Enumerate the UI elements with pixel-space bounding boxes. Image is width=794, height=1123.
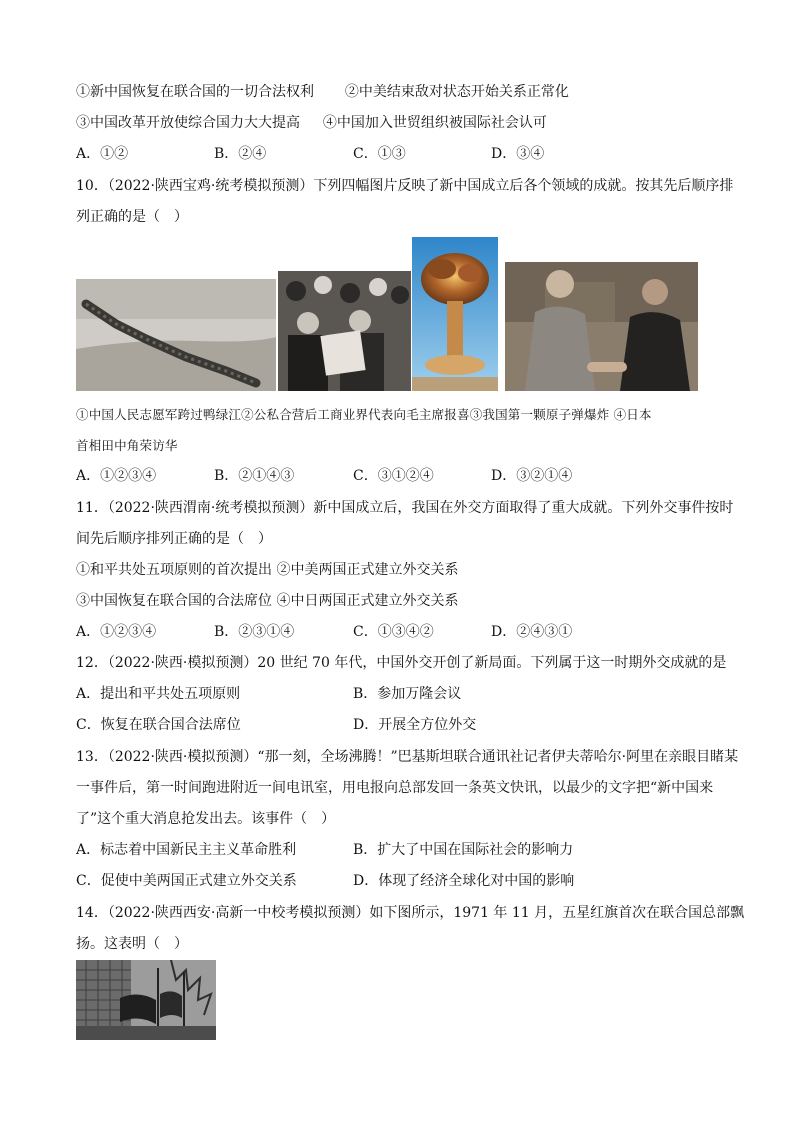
q9-option-d[interactable]: D．③④: [491, 146, 545, 162]
q10-caption-line2: 首相田中角荣访华: [76, 438, 178, 453]
q10-option-d[interactable]: D．③②①④: [491, 468, 573, 484]
q13-option-b[interactable]: B．扩大了中国在国际社会的影响力: [353, 842, 574, 858]
q11-option-b[interactable]: B．②③①④: [214, 624, 295, 640]
q9-statement-4: ④中国加入世贸组织被国际社会认可: [322, 115, 547, 131]
q9-option-b[interactable]: B．②④: [214, 146, 267, 162]
q12-option-d[interactable]: D．开展全方位外交: [353, 717, 477, 733]
q11-option-a[interactable]: A．①②③④: [76, 624, 157, 640]
q13-option-c[interactable]: C．促使中美两国正式建立外交关系: [76, 873, 297, 889]
q13-stem-line1: 13．（2022·陕西·模拟预测）“那一刻，全场沸腾！”巴基斯坦联合通讯社记者伊夫蒂哈尔·阿里在亲眼目睹某: [76, 749, 739, 765]
q12-option-b[interactable]: B．参加万隆会议: [353, 686, 462, 702]
q10-stem-line1: 10．（2022·陕西宝鸡·统考模拟预测）下列四幅图片反映了新中国成立后各个领域的成就。按其先后顺序排: [76, 178, 734, 194]
q12-stem-line1: 12．（2022·陕西·模拟预测）20 世纪 70 年代，中国外交开创了新局面。下列属于这一时期外交成就的是: [76, 655, 727, 671]
q9-option-c[interactable]: C．①③: [353, 146, 406, 162]
q9-statements-row2: [76, 113, 547, 133]
q11-option-d[interactable]: D．②④③①: [491, 624, 573, 640]
q10-option-c[interactable]: C．③①②④: [353, 468, 434, 484]
q9-statements-row1: [76, 82, 569, 102]
q10-caption-line1: ①中国人民志愿军跨过鸭绿江②公私合营后工商业界代表向毛主席报喜③我国第一颗原子弹爆炸 ④日本: [76, 407, 652, 422]
photo-tanaka-visit-handshake: [505, 262, 698, 391]
q13-stem-line2: 一事件后，第一时间跑进附近一间电讯室，用电报向总部发回一条英文快讯，以最少的文字把“新中国来: [76, 780, 714, 796]
q10-stem-line2: 列正确的是（ ）: [76, 209, 188, 225]
q9-statement-2: ②中美结束敌对状态开始关系正常化: [344, 84, 569, 100]
photo-business-representatives-reporting: [278, 271, 411, 391]
photo-first-atomic-bomb: [412, 237, 498, 391]
photo-volunteer-army-crossing-yalu: [76, 279, 276, 391]
q11-statements-row2: ③中国恢复在联合国的合法席位 ④中日两国正式建立外交关系: [76, 593, 459, 609]
q14-stem-line2: 扬。这表明（ ）: [76, 936, 188, 952]
q9-option-a[interactable]: A．①②: [76, 146, 129, 162]
q14-stem-line1: 14．（2022·陕西西安·高新一中校考模拟预测）如下图所示，1971 年 11 月，五星红旗首次在联合国总部飘: [76, 905, 745, 921]
q11-stem-line1: 11．（2022·陕西渭南·统考模拟预测）新中国成立后，我国在外交方面取得了重大成就。下列外交事件按时: [76, 500, 734, 516]
q12-option-a[interactable]: A．提出和平共处五项原则: [76, 686, 241, 702]
q10-option-a[interactable]: A．①②③④: [76, 468, 157, 484]
q11-option-c[interactable]: C．①③④②: [353, 624, 434, 640]
q9-statement-3: ③中国改革开放使综合国力大大提高: [76, 115, 300, 131]
q12-option-c[interactable]: C．恢复在联合国合法席位: [76, 717, 241, 733]
photo-flag-at-un-headquarters: [76, 960, 216, 1040]
q13-option-d[interactable]: D．体现了经济全球化对中国的影响: [353, 873, 575, 889]
q11-statements-row1: ①和平共处五项原则的首次提出 ②中美两国正式建立外交关系: [76, 562, 459, 578]
q10-option-b[interactable]: B．②①④③: [214, 468, 295, 484]
q13-stem-line3: 了”这个重大消息抢发出去。该事件（ ）: [76, 811, 336, 827]
q9-statement-1: ①新中国恢复在联合国的一切合法权利: [76, 84, 314, 100]
q13-option-a[interactable]: A．标志着中国新民主主义革命胜利: [76, 842, 297, 858]
q11-stem-line2: 间先后顺序排列正确的是（ ）: [76, 531, 272, 547]
